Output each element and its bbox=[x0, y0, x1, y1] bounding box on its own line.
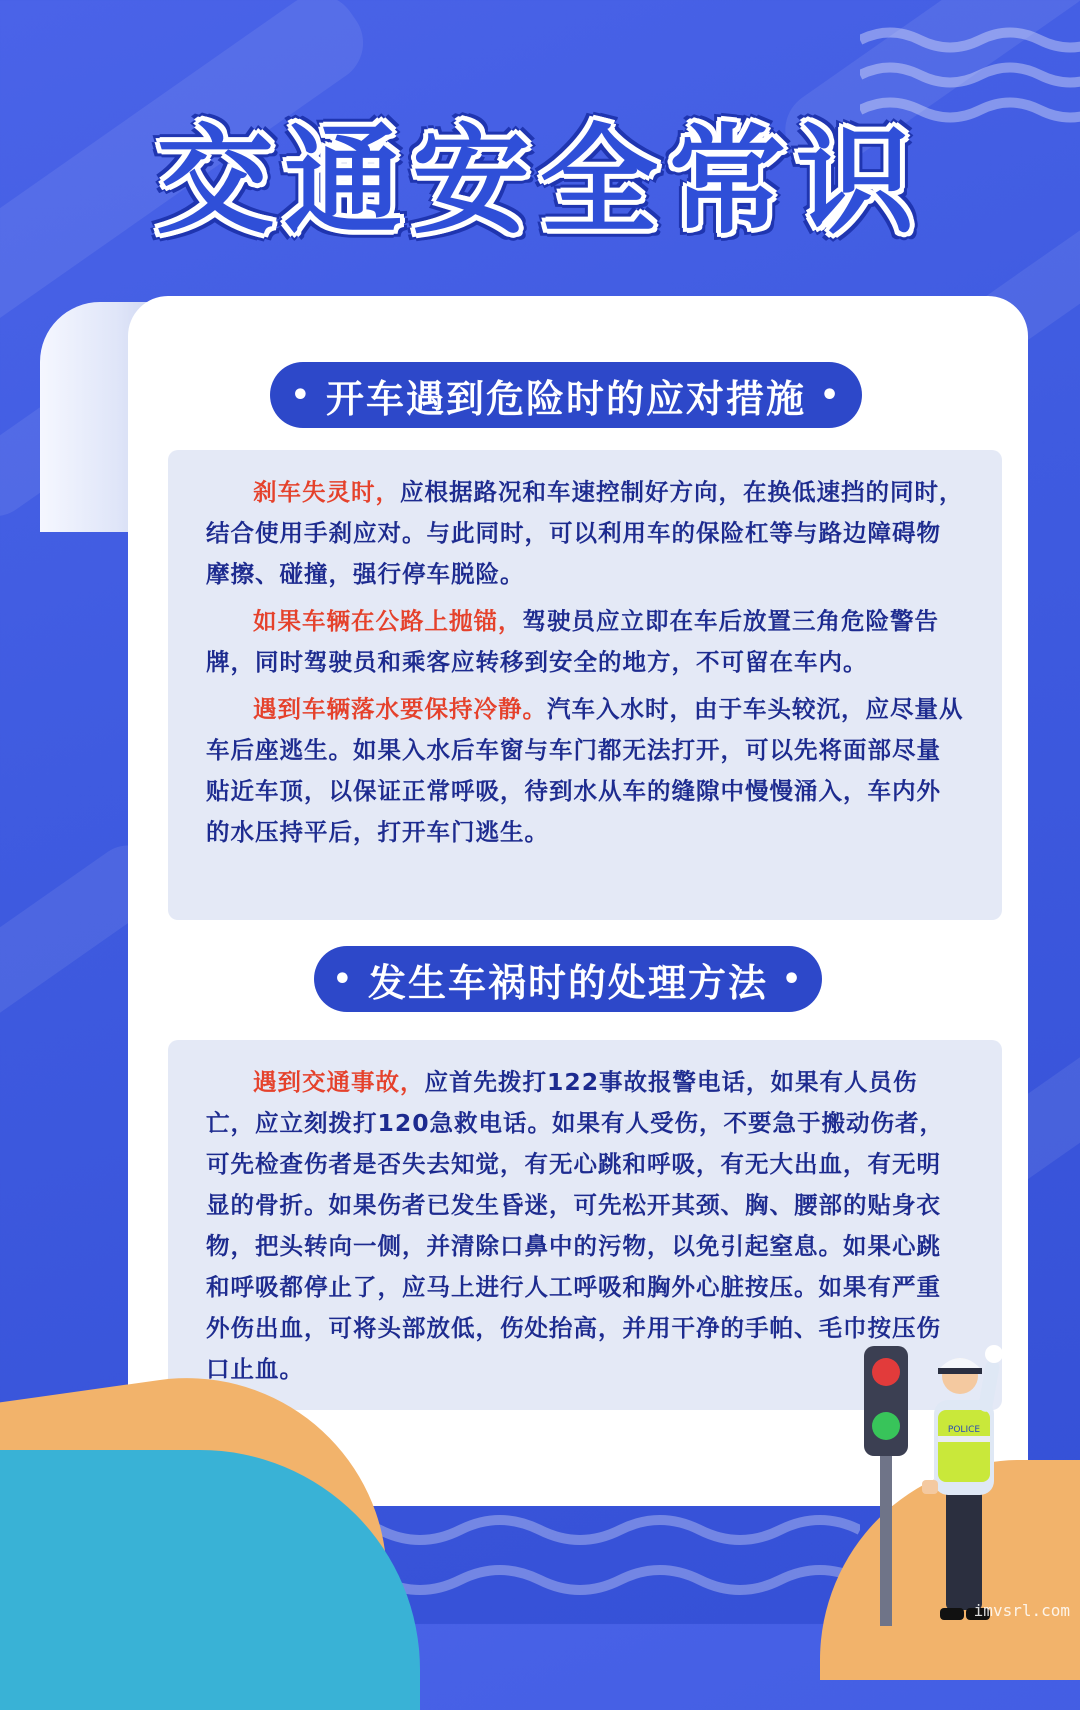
section2-heading: 发生车祸时的处理方法 bbox=[367, 960, 768, 1005]
traffic-light-pole bbox=[880, 1456, 892, 1626]
bullet-dot-icon: • bbox=[290, 377, 312, 413]
highlight-text: 刹车失灵时， bbox=[253, 478, 400, 506]
watermark: imvsrl.com bbox=[973, 1601, 1070, 1620]
body-text: 汽车入水时，由于车头较沉，应尽量从车后座逃生。如果入水后车窗与车门都无法打开，可以先将面部尽量贴近车顶，以保证正常呼吸，待到水从车的缝隙中慢慢涌入，车内外的水压持平后，打开车门逃生。 bbox=[206, 695, 964, 846]
highlight-text: 如果车辆在公路上抛锚， bbox=[253, 607, 523, 635]
body-text: 应根据路况和车速控制好方向，在换低速挡的同时，结合使用手刹应对。与此同时，可以利用车的保险杠等与路边障碍物摩擦、碰撞，强行停车脱险。 bbox=[206, 478, 964, 588]
page-title: 交通安全常识 bbox=[155, 112, 924, 250]
green-light-icon bbox=[872, 1412, 900, 1440]
vest-label: POLICE bbox=[947, 1425, 981, 1435]
bullet-dot-icon: • bbox=[332, 961, 354, 997]
highlight-text: 遇到车辆落水要保持冷静。 bbox=[253, 695, 547, 723]
body-text: 驾驶员应立即在车后放置三角危险警告牌，同时驾驶员和乘客应转移到安全的地方，不可留在车内。 bbox=[206, 607, 939, 676]
paragraph bbox=[206, 472, 964, 595]
section1-heading-pill bbox=[270, 362, 862, 428]
paragraph bbox=[206, 689, 964, 853]
highlight-text: 遇到交通事故， bbox=[253, 1068, 425, 1096]
bullet-dot-icon: • bbox=[820, 377, 842, 413]
body-text: 应首先拨打122事故报警电话，如果有人员伤亡，应立刻拨打120急救电话。如果有人受伤，不要急于搬动伤者，可先检查伤者是否失去知觉，有无心跳和呼吸，有无大出血，有无明显的骨折。如果伤者已发生昏迷，可先松开其颈、胸、腰部的贴身衣物，把头转向一侧，并清除口鼻中的污物，以免引起窒息。如果心跳和呼吸都停止了，应马上进行人工呼吸和胸外心脏按压。如果有严重外伤出血，可将头部放低，伤处抬高，并用干净的手帕、毛巾按压伤口止血。 bbox=[206, 1068, 945, 1383]
red-light-icon bbox=[872, 1358, 900, 1386]
section2-heading-pill bbox=[314, 946, 822, 1012]
paragraph bbox=[206, 601, 964, 683]
paragraph bbox=[206, 1062, 964, 1390]
traffic-light-icon bbox=[864, 1346, 908, 1456]
traffic-police-icon bbox=[912, 1340, 1022, 1624]
section1-card bbox=[168, 450, 1002, 920]
bullet-dot-icon: • bbox=[782, 961, 804, 997]
section1-heading: 开车遇到危险时的应对措施 bbox=[325, 376, 806, 421]
